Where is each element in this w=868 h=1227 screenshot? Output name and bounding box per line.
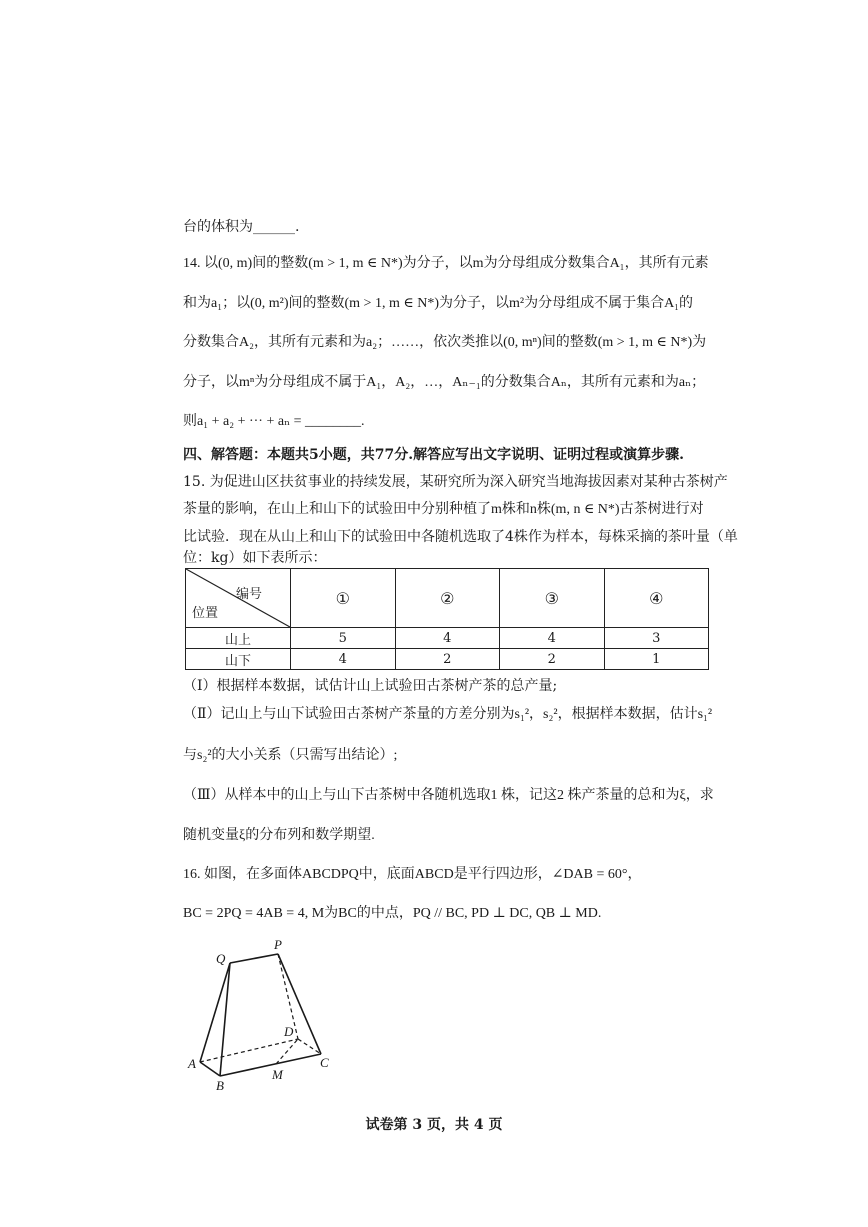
table-cell: 5 — [291, 628, 396, 649]
label-D: D — [284, 1024, 294, 1039]
q16-line-2: BC = 2PQ = 4AB = 4, M为BC的中点，PQ // BC, PD ⊥ DC, QB ⊥ MD. — [183, 906, 602, 921]
edge-BC — [220, 1054, 321, 1076]
q15-part-1: （Ⅰ）根据样本数据，试估计山上试验田古茶树产茶的总产量; — [183, 678, 558, 694]
q13-blank: ______. — [253, 219, 300, 235]
label-Q: Q — [216, 951, 226, 966]
corner-label-number: 编号 — [235, 587, 262, 602]
table-cell: 2 — [395, 649, 500, 670]
section-heading-4: 四、解答题：本题共5小题，共77分.解答应写出文字说明、证明过程或演算步骤. — [183, 447, 684, 463]
q15-line-1: 15. 为促进山区扶贫事业的持续发展，某研究所为深入研究当地海拔因素对某种古茶树产 — [183, 474, 728, 490]
table-header-cell: ② — [395, 569, 500, 628]
edge-AD — [200, 1039, 298, 1062]
q15-part-3a: （Ⅲ）从样本中的山上与山下古茶树中各随机选取1 株，记这2 株产茶量的总和为ξ，求 — [183, 788, 714, 803]
q15-line-2: 茶量的影响，在山上和山下的试验田中分别种植了m株和n株(m, n ∈ N*)古茶树进行对 — [183, 502, 704, 517]
table-cell: 4 — [395, 628, 500, 649]
page-footer: 试卷第 3 页，共 4 页 — [365, 1117, 503, 1133]
edge-AB — [200, 1062, 220, 1076]
q13-tail — [183, 217, 299, 237]
table-header-cell: ③ — [500, 569, 605, 628]
table-cell: 4 — [500, 628, 605, 649]
table-header-row — [186, 569, 709, 628]
table-cell: 2 — [500, 649, 605, 670]
label-B: B — [216, 1078, 224, 1093]
edge-QP — [230, 954, 278, 963]
table-header-cell: ④ — [604, 569, 709, 628]
q16-line-1: 16. 如图，在多面体ABCDPQ中，底面ABCD是平行四边形，∠DAB = 60°， — [183, 867, 642, 882]
label-A: A — [188, 1056, 196, 1071]
table-row — [186, 628, 709, 649]
q15-part-2a: （Ⅱ）记山上与山下试验田古茶树产茶量的方差分别为s₁²，s₂²，根据样本数据，估计s₁² — [183, 707, 713, 722]
row-label: 山上 — [186, 628, 291, 649]
q13-text: 台的体积为 — [183, 219, 253, 235]
q15-line-4: 位：kg）如下表所示： — [183, 550, 327, 566]
q14-line-3: 分数集合A₂，其所有元素和为a₂；……，依次类推以(0, mⁿ)间的整数(m > 1, m ∈ N*)为 — [183, 335, 707, 350]
q14-line-2: 和为a₁；以(0, m²)间的整数(m > 1, m ∈ N*)为分子，以m²为分母组成不属于集合A₁的 — [183, 296, 694, 311]
q15-part-3b: 随机变量ξ的分布列和数学期望. — [183, 828, 375, 843]
corner-label-position: 位置 — [192, 606, 219, 621]
table-cell: 3 — [604, 628, 709, 649]
label-C: C — [320, 1055, 329, 1070]
table-header-cell: ① — [291, 569, 396, 628]
table-cell: 1 — [604, 649, 709, 670]
edge-PC — [278, 954, 321, 1054]
row-label: 山下 — [186, 649, 291, 670]
q14-line-1: 14. 以(0, m)间的整数(m > 1, m ∈ N*)为分子，以m为分母组成分数集合A₁，其所有元素 — [183, 256, 709, 271]
q15-line-3: 比试验．现在从山上和山下的试验田中各随机选取了4株作为样本，每株采摘的茶叶量（单 — [183, 529, 738, 545]
label-P: P — [274, 937, 282, 952]
tea-yield-table — [185, 568, 709, 670]
polyhedron-figure — [180, 935, 340, 1095]
table-row — [186, 649, 709, 670]
q15-part-2b: 与s₂²的大小关系（只需写出结论）; — [183, 748, 398, 763]
q14-line-4: 分子，以mⁿ为分母组成不属于A₁，A₂，…，Aₙ₋₁的分数集合Aₙ，其所有元素和为aₙ； — [183, 375, 706, 390]
table-cell: 4 — [291, 649, 396, 670]
table-corner-cell — [186, 569, 291, 628]
label-M: M — [272, 1067, 283, 1082]
q14-line-5: 则a₁ + a₂ + ··· + aₙ = ________. — [183, 414, 365, 429]
